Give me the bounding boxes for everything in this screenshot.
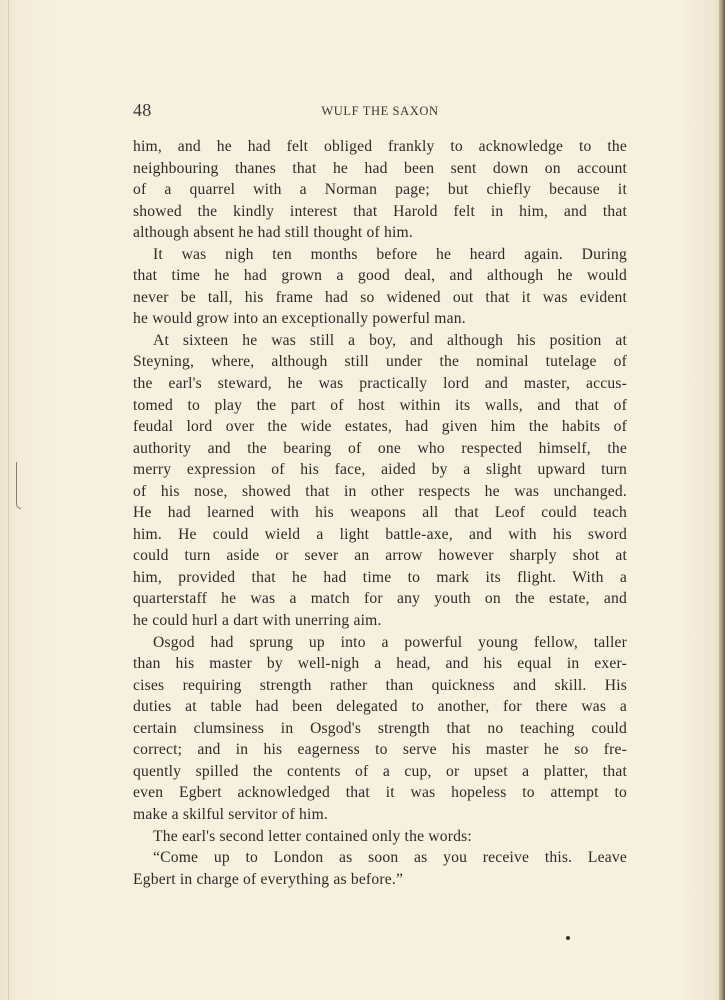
text-line: authority and the bearing of one who respected himself, the xyxy=(133,439,627,457)
text-line: correct; and in his eagerness to serve his master he so fre- xyxy=(133,741,627,759)
text-line: cises requiring strength rather than quickness and skill. His xyxy=(133,676,627,694)
text-line: neighbouring thanes that he had been sent down on account xyxy=(133,159,627,177)
margin-bracket-mark xyxy=(16,462,21,509)
text-line: Osgod had sprung up into a powerful young fellow, taller xyxy=(153,633,627,651)
body-text xyxy=(133,136,627,890)
text-line: Steyning, where, although still under the nominal tutelage of xyxy=(133,353,627,371)
text-line: than his master by well-nigh a head, and his equal in exer- xyxy=(133,655,627,673)
text-line: him, provided that he had time to mark its flight. With a xyxy=(133,568,627,586)
text-line: duties at table had been delegated to another, for there was a xyxy=(133,698,627,716)
text-line: he would grow into an exceptionally powerful man. xyxy=(133,310,466,328)
running-title: WULF THE SAXON xyxy=(321,104,439,118)
text-line: quently spilled the contents of a cup, or upset a platter, that xyxy=(133,762,627,780)
text-line: The earl's second letter contained only the words: xyxy=(153,827,472,845)
page-binding-shadow xyxy=(719,0,725,1000)
text-line: although absent he had still thought of him. xyxy=(133,224,413,242)
text-line: showed the kindly interest that Harold felt in him, and that xyxy=(133,202,627,220)
text-line: him, and he had felt obliged frankly to acknowledge to the xyxy=(133,138,627,155)
text-line: He had learned with his weapons all that Leof could teach xyxy=(133,504,627,522)
page-left-edge xyxy=(8,0,9,1000)
ink-dot-mark xyxy=(566,936,570,940)
text-line: certain clumsiness in Osgod's strength that no teaching could xyxy=(133,719,627,737)
text-line: make a skilful servitor of him. xyxy=(133,805,329,823)
text-line: even Egbert acknowledged that it was hopeless to attempt to xyxy=(133,784,627,802)
text-line: never be tall, his frame had so widened out that it was evident xyxy=(133,288,627,306)
text-line: tomed to play the part of host within its walls, and that of xyxy=(133,396,627,414)
text-line: Egbert in charge of everything as before.” xyxy=(133,870,404,888)
text-line: he could hurl a dart with unerring aim. xyxy=(133,612,382,630)
page-header xyxy=(133,100,627,124)
text-line: him. He could wield a light battle-axe, and with his sword xyxy=(133,525,627,543)
text-line: that time he had grown a good deal, and although he would xyxy=(133,267,627,285)
page-number: 48 xyxy=(133,100,152,120)
text-line: feudal lord over the wide estates, had given him the habits of xyxy=(133,418,627,436)
text-line: merry expression of his face, aided by a slight upward turn xyxy=(133,461,627,479)
text-line: of a quarrel with a Norman page; but chiefly because it xyxy=(133,181,627,199)
text-line: the earl's steward, he was practically lord and master, accus- xyxy=(133,375,627,393)
text-line: could turn aside or sever an arrow however sharply shot at xyxy=(133,547,627,565)
text-line: “Come up to London as soon as you receive this. Leave xyxy=(153,849,627,867)
text-line: of his nose, showed that in other respects he was unchanged. xyxy=(133,482,627,500)
text-line: It was nigh ten months before he heard again. During xyxy=(153,245,627,263)
text-line: quarterstaff he was a match for any youth on the estate, and xyxy=(133,590,627,608)
text-line: At sixteen he was still a boy, and although his position at xyxy=(153,331,627,349)
